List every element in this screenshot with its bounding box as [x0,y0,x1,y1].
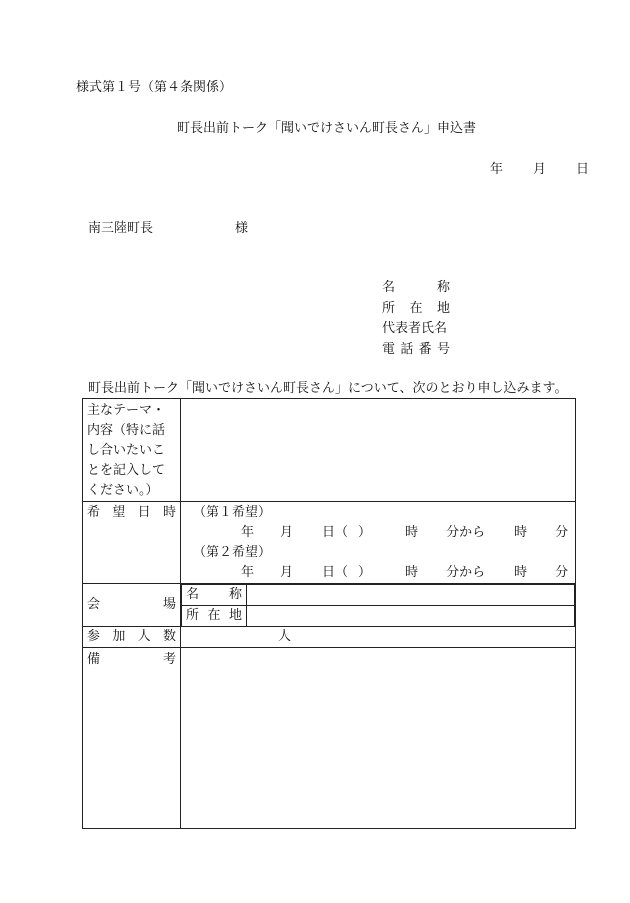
dt-weekday-close: ） [358,525,372,540]
second-choice-datetime[interactable] [185,563,569,583]
label-char: 称 [228,587,242,602]
label-char: 考 [162,652,176,667]
preferred-datetime-field[interactable] [181,502,576,584]
remarks-label [83,648,181,829]
label-char: 所 [186,608,200,623]
dt-month: 月 [280,525,294,540]
label-char: 番 [418,342,432,357]
venue-fields [181,584,576,627]
remarks-row [83,648,576,829]
dt-minute-from: 分から [446,525,486,540]
applicant-address-label [382,301,450,317]
label-char: 場 [162,597,176,612]
dt-hour: 時 [405,565,419,580]
dt-weekday-close: ） [358,565,372,580]
label-char: 名 [186,587,200,602]
dt-minute-to: 分 [555,565,569,580]
addressee [88,221,248,237]
label-char: 数 [162,629,176,644]
form-number: 様式第１号（第４条関係） [76,80,233,95]
second-choice-label: （第２希望） [193,545,272,560]
document-title: 町長出前トーク「聞いでけさいん町長さん」申込書 [177,121,477,136]
dt-year: 年 [241,565,255,580]
label-char: 地 [436,301,450,316]
intro-text: 町長出前トーク「聞いでけさいん町長さん」について、次のとおり申し込みます。 [88,381,568,396]
label-char: 話 [400,342,414,357]
label-char: 在 [409,301,423,316]
label-char: 号 [436,342,450,357]
first-choice-datetime[interactable] [185,523,569,543]
venue-subtable [181,584,575,626]
label-char: 希 [87,505,101,520]
label-char: 参 [87,629,101,644]
label-char: 人 [137,629,151,644]
venue-row [83,584,576,627]
label-char: 会 [87,597,101,612]
label-char: 在 [207,608,221,623]
label-char: 望 [112,505,126,520]
label-char: 名 [382,280,396,295]
dt-day: 日（ [322,525,349,540]
dt-day: 日（ [322,565,349,580]
preferred-datetime-label [83,502,181,584]
date-year: 年 [490,162,504,177]
theme-label: 主なテーマ・内容（特に話し合いたいことを記入してください。） [83,399,181,502]
label-char: 称 [436,280,450,295]
label-char: 時 [162,505,176,520]
date-line [490,162,589,178]
dt-month: 月 [280,565,294,580]
venue-address-input[interactable] [247,606,575,627]
venue-name-label [182,585,247,606]
theme-input[interactable] [181,399,576,502]
preferred-datetime-row [83,502,576,584]
addressee-honorific: 様 [235,221,249,236]
application-table [82,398,576,829]
venue-name-input[interactable] [247,585,575,606]
participants-row [83,627,576,648]
label-char: 加 [112,629,126,644]
applicant-name-label [382,280,450,296]
theme-row [83,399,576,502]
dt-hour-to: 時 [514,525,528,540]
first-choice-label: （第１希望） [193,505,272,520]
venue-address-label [182,606,247,627]
label-char: 備 [87,652,101,667]
participants-unit: 人 [278,629,292,644]
label-char: 日 [137,505,151,520]
remarks-input[interactable] [181,648,576,829]
dt-minute-from: 分から [446,565,486,580]
dt-minute-to: 分 [555,525,569,540]
label-text: 代表者氏名 [382,321,448,336]
dt-year: 年 [241,525,255,540]
dt-hour-to: 時 [514,565,528,580]
date-day: 日 [576,162,590,177]
applicant-representative-label [382,321,450,337]
date-month: 月 [533,162,547,177]
label-char: 電 [382,342,396,357]
participants-input[interactable] [181,627,576,648]
dt-hour: 時 [405,525,419,540]
label-char: 地 [228,608,242,623]
venue-label [83,584,181,627]
applicant-phone-label [382,342,450,358]
participants-label [83,627,181,648]
addressee-name: 南三陸町長 [88,221,154,236]
label-char: 所 [382,301,396,316]
